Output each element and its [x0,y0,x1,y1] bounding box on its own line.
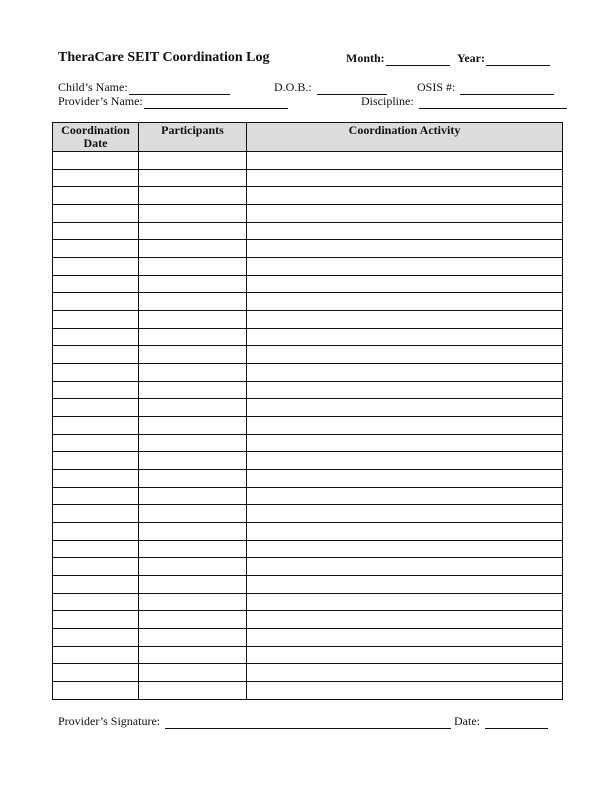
participants-cell[interactable] [139,293,247,311]
child-name-field [58,80,230,95]
coordination-date-cell[interactable] [53,222,139,240]
coordination-date-cell[interactable] [53,275,139,293]
table-row [53,381,563,399]
coordination-date-cell[interactable] [53,611,139,629]
participants-cell[interactable] [139,470,247,488]
table-row [53,452,563,470]
table-row [53,611,563,629]
participants-cell[interactable] [139,169,247,187]
coordination-activity-cell[interactable] [247,364,563,382]
coordination-date-cell[interactable] [53,558,139,576]
coordination-activity-cell[interactable] [247,381,563,399]
page-title: TheraCare SEIT Coordination Log [58,50,270,65]
participants-cell[interactable] [139,682,247,700]
coordination-activity-cell[interactable] [247,558,563,576]
coordination-activity-cell[interactable] [247,505,563,523]
table-row [53,540,563,558]
provider-name-field [58,94,288,109]
coordination-activity-cell[interactable] [247,434,563,452]
coordination-activity-cell[interactable] [247,576,563,594]
coordination-date-cell[interactable] [53,540,139,558]
osis-input[interactable] [460,81,554,95]
table-row [53,222,563,240]
month-field [346,51,450,66]
coordination-activity-cell[interactable] [247,629,563,647]
provider-signature-input[interactable] [165,715,451,729]
table-row [53,328,563,346]
table-row [53,187,563,205]
table-row [53,258,563,276]
coordination-activity-cell[interactable] [247,682,563,700]
coordination-activity-cell[interactable] [247,646,563,664]
month-label: Month: [346,51,385,65]
participants-cell[interactable] [139,646,247,664]
participants-cell[interactable] [139,346,247,364]
table-row [53,399,563,417]
participants-cell[interactable] [139,258,247,276]
provider-signature-label: Provider’s Signature: [58,714,161,728]
participants-cell[interactable] [139,593,247,611]
osis-label: OSIS #: [417,80,456,94]
coordination-log-table [52,122,563,700]
table-row [53,470,563,488]
discipline-field [361,94,567,109]
participants-cell[interactable] [139,434,247,452]
table-row [53,682,563,700]
coordination-date-cell[interactable] [53,293,139,311]
coordination-date-header: Coordination Date [53,123,139,152]
coordination-date-cell[interactable] [53,399,139,417]
coordination-activity-cell[interactable] [247,328,563,346]
month-input[interactable] [386,52,450,66]
table-row [53,293,563,311]
participants-cell[interactable] [139,505,247,523]
participants-cell[interactable] [139,275,247,293]
table-row [53,346,563,364]
coordination-activity-cell[interactable] [247,470,563,488]
participants-cell[interactable] [139,328,247,346]
table-row [53,664,563,682]
provider-name-input[interactable] [144,95,288,109]
coordination-activity-cell[interactable] [247,258,563,276]
coordination-activity-cell[interactable] [247,275,563,293]
participants-cell[interactable] [139,311,247,329]
table-row [53,629,563,647]
participants-cell[interactable] [139,523,247,541]
coordination-activity-cell[interactable] [247,593,563,611]
table-row [53,487,563,505]
coordination-activity-cell[interactable] [247,452,563,470]
table-row [53,505,563,523]
coordination-date-cell[interactable] [53,593,139,611]
signature-date-input[interactable] [485,715,548,729]
discipline-input[interactable] [419,95,567,109]
table-row [53,558,563,576]
table-row [53,523,563,541]
coordination-activity-cell[interactable] [247,346,563,364]
coordination-date-cell[interactable] [53,152,139,170]
participants-cell[interactable] [139,452,247,470]
dob-input[interactable] [317,81,387,95]
participants-cell[interactable] [139,417,247,435]
coordination-activity-cell[interactable] [247,205,563,223]
table-row [53,417,563,435]
coordination-date-cell[interactable] [53,487,139,505]
table-row [53,152,563,170]
participants-cell[interactable] [139,611,247,629]
coordination-date-cell[interactable] [53,470,139,488]
signature-date-field [454,714,548,729]
participants-cell[interactable] [139,222,247,240]
coordination-date-cell[interactable] [53,381,139,399]
dob-field [274,80,387,95]
coordination-date-cell[interactable] [53,629,139,647]
provider-signature-field [58,714,451,729]
coordination-date-cell[interactable] [53,240,139,258]
coordination-date-cell[interactable] [53,664,139,682]
coordination-activity-cell[interactable] [247,293,563,311]
coordination-date-cell[interactable] [53,205,139,223]
participants-cell[interactable] [139,629,247,647]
table-row [53,593,563,611]
participants-cell[interactable] [139,399,247,417]
dob-label: D.O.B.: [274,80,312,94]
coordination-date-cell[interactable] [53,682,139,700]
coordination-activity-cell[interactable] [247,222,563,240]
child-name-input[interactable] [129,81,230,95]
coordination-activity-cell[interactable] [247,311,563,329]
table-row [53,205,563,223]
osis-field [417,80,554,95]
participants-cell[interactable] [139,576,247,594]
table-row [53,240,563,258]
table-row [53,169,563,187]
coordination-activity-cell[interactable] [247,611,563,629]
table-header-row [53,123,563,152]
coordination-date-cell[interactable] [53,434,139,452]
participants-cell[interactable] [139,487,247,505]
coordination-activity-cell[interactable] [247,540,563,558]
coordination-date-cell[interactable] [53,169,139,187]
table-row [53,576,563,594]
table-row [53,275,563,293]
year-input[interactable] [486,52,550,66]
participants-cell[interactable] [139,205,247,223]
coordination-date-cell[interactable] [53,187,139,205]
participants-cell[interactable] [139,364,247,382]
participants-cell[interactable] [139,152,247,170]
discipline-label: Discipline: [361,94,414,108]
participants-cell[interactable] [139,187,247,205]
coordination-activity-cell[interactable] [247,169,563,187]
coordination-date-cell[interactable] [53,346,139,364]
signature-date-label: Date: [454,714,480,728]
participants-cell[interactable] [139,381,247,399]
coordination-activity-cell[interactable] [247,399,563,417]
coordination-date-cell[interactable] [53,258,139,276]
coordination-date-cell[interactable] [53,646,139,664]
table-row [53,364,563,382]
coordination-activity-cell[interactable] [247,523,563,541]
coordination-date-cell[interactable] [53,523,139,541]
coordination-date-cell[interactable] [53,505,139,523]
provider-name-label: Provider’s Name: [58,94,143,108]
coordination-activity-cell[interactable] [247,487,563,505]
coordination-date-cell[interactable] [53,452,139,470]
coordination-date-cell[interactable] [53,328,139,346]
year-label: Year: [457,51,485,65]
year-field [457,51,550,66]
child-name-label: Child’s Name: [58,80,128,94]
participants-cell[interactable] [139,240,247,258]
coordination-activity-cell[interactable] [247,417,563,435]
coordination-activity-header: Coordination Activity [247,123,563,152]
table-row [53,434,563,452]
participants-cell[interactable] [139,540,247,558]
coordination-date-cell[interactable] [53,576,139,594]
table-row [53,646,563,664]
table-row [53,311,563,329]
participants-cell[interactable] [139,664,247,682]
coordination-date-cell[interactable] [53,364,139,382]
coordination-activity-cell[interactable] [247,664,563,682]
coordination-activity-cell[interactable] [247,240,563,258]
coordination-date-cell[interactable] [53,417,139,435]
participants-cell[interactable] [139,558,247,576]
coordination-activity-cell[interactable] [247,152,563,170]
coordination-activity-cell[interactable] [247,187,563,205]
participants-header: Participants [139,123,247,152]
coordination-date-cell[interactable] [53,311,139,329]
